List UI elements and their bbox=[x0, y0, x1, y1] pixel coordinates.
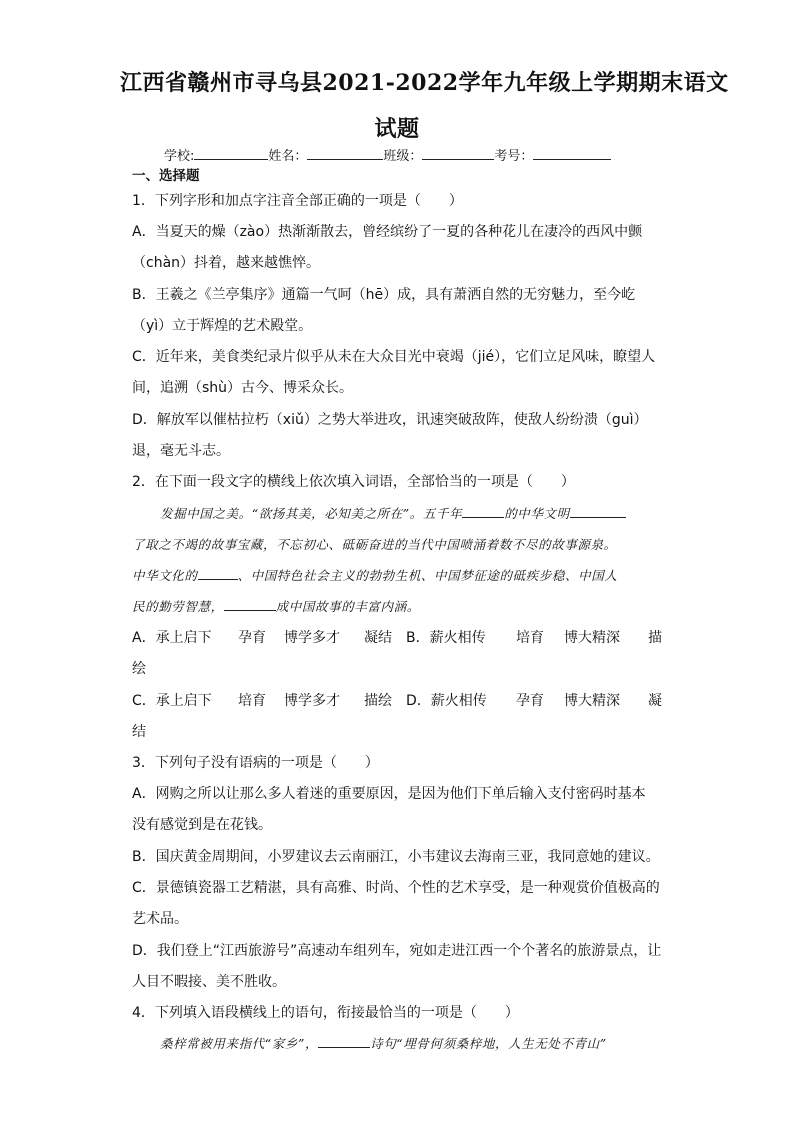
q3-option-a-cont: 没有感觉到是在花钱。 bbox=[132, 817, 272, 833]
option-a-word3: 博学多才 bbox=[284, 630, 340, 646]
q2-options-cd bbox=[132, 692, 662, 710]
option-d-word1: D．薪火相传 bbox=[406, 693, 487, 709]
answer-blank bbox=[224, 598, 276, 611]
q1-option-a-cont: （chàn）抖着，越来越憔悴。 bbox=[132, 255, 321, 271]
passage-text: 成中国故事的丰富内涵。 bbox=[275, 599, 420, 614]
option-a-word2: 孕育 bbox=[238, 630, 266, 646]
name-blank[interactable] bbox=[307, 147, 383, 160]
q1-option-d: D．解放军以催枯拉朽（xiǔ）之势大举进攻，讯速突破敌阵，使敌人纷纷溃（guì） bbox=[132, 412, 648, 428]
option-c-word4: 描绘 bbox=[364, 693, 392, 709]
q2-passage-line4 bbox=[132, 598, 420, 616]
q1-stem: 1．下列字形和加点字注音全部正确的一项是（ ） bbox=[132, 193, 463, 209]
option-b-word1: B．薪火相传 bbox=[406, 630, 486, 646]
q1-option-b: B．王羲之《兰亭集序》通篇一气呵（hē）成，具有萧洒自然的无穷魅力，至今屹 bbox=[132, 287, 636, 303]
name-label: 姓名： bbox=[268, 149, 308, 164]
option-c-word2: 培育 bbox=[238, 693, 266, 709]
answer-blank bbox=[318, 1035, 370, 1048]
section-heading: 一、选择题 bbox=[132, 168, 200, 184]
school-blank[interactable] bbox=[194, 147, 268, 160]
passage-text: 诗句“埋骨何须桑梓地，人生无处不青山” bbox=[370, 1036, 607, 1051]
q2-options-ab bbox=[132, 629, 662, 647]
passage-text: 民的勤劳智慧， bbox=[132, 599, 224, 614]
option-d-word3: 博大精深 bbox=[564, 693, 620, 709]
option-d-word4: 凝 bbox=[648, 693, 662, 709]
option-a-word1: A．承上启下 bbox=[132, 630, 212, 646]
option-b-word2: 培育 bbox=[516, 630, 544, 646]
answer-blank bbox=[198, 567, 238, 580]
passage-text: 发掘中国之美。“欲扬其美，必知美之所在”。五千年 bbox=[160, 506, 463, 521]
option-b-word3: 博大精深 bbox=[564, 630, 620, 646]
q2-passage-line2: 了取之不竭的故事宝藏，不忘初心、砥砺奋进的当代中国喷涌着数不尽的故事源泉。 bbox=[132, 537, 617, 552]
option-a-word4: 凝结 bbox=[364, 630, 392, 646]
number-blank[interactable] bbox=[533, 147, 611, 160]
passage-text: 、中国特色社会主义的勃勃生机、中国梦征途的砥疾步稳、中国人 bbox=[237, 568, 618, 583]
q1-option-d-cont: 退，毫无斗志。 bbox=[132, 443, 230, 459]
option-b-word4: 描 bbox=[648, 630, 662, 646]
number-label: 考号： bbox=[494, 149, 534, 164]
q4-stem: 4．下列填入语段横线上的语句，衔接最恰当的一项是（ ） bbox=[132, 1005, 519, 1021]
option-c-word1: C．承上启下 bbox=[132, 693, 212, 709]
q1-option-b-cont: （yì）立于辉煌的艺术殿堂。 bbox=[132, 318, 313, 334]
student-info-row bbox=[164, 145, 611, 164]
q2-option-b-cont: 绘 bbox=[132, 661, 146, 677]
q1-option-c: C．近年来，美食类纪录片似乎从未在大众目光中衰竭（jié），它们立足风味，瞭望人 bbox=[132, 349, 656, 365]
q1-option-a: A．当夏天的燥（zào）热渐渐散去，曾经缤纷了一夏的各种花儿在凄冷的西风中颤 bbox=[132, 224, 643, 240]
q3-option-d-cont: 人目不暇接、美不胜收。 bbox=[132, 974, 286, 990]
option-d-word2: 孕育 bbox=[516, 693, 544, 709]
answer-blank bbox=[462, 505, 504, 518]
q3-option-b: B．国庆黄金周期间，小罗建议去云南丽江，小韦建议去海南三亚，我同意她的建议。 bbox=[132, 849, 660, 865]
q3-option-d: D．我们登上“江西旅游号”高速动车组列车，宛如走进江西一个个著名的旅游景点，让 bbox=[132, 943, 662, 959]
q3-stem: 3．下列句子没有语病的一项是（ ） bbox=[132, 755, 379, 771]
answer-blank bbox=[570, 505, 626, 518]
page-title-continued: 试题 bbox=[374, 116, 420, 142]
class-label: 班级： bbox=[383, 149, 423, 164]
passage-text: 桑梓常被用来指代“家乡”， bbox=[160, 1036, 319, 1051]
q3-option-a: A．网购之所以让那么多人着迷的重要原因，是因为他们下单后输入支付密码时基本 bbox=[132, 786, 646, 802]
q4-passage-line1 bbox=[160, 1035, 607, 1053]
q2-passage-line1 bbox=[160, 505, 626, 523]
q3-option-c-cont: 艺术品。 bbox=[132, 911, 188, 927]
q3-option-c: C．景德镇瓷器工艺精湛，具有高雅、时尚、个性的艺术享受，是一种观赏价值极高的 bbox=[132, 880, 660, 896]
q2-passage-line3 bbox=[132, 567, 617, 585]
q2-stem: 2．在下面一段文字的横线上依次填入词语，全部恰当的一项是（ ） bbox=[132, 474, 575, 490]
page-title: 江西省赣州市寻乌县2021-2022学年九年级上学期期末语文 bbox=[120, 70, 729, 96]
q2-option-d-cont: 结 bbox=[132, 724, 146, 740]
passage-text: 中华文化的 bbox=[132, 568, 198, 583]
q1-option-c-cont: 间，追溯（shù）古今、博采众长。 bbox=[132, 380, 354, 396]
passage-text: 的中华文明 bbox=[504, 506, 570, 521]
option-c-word3: 博学多才 bbox=[284, 693, 340, 709]
class-blank[interactable] bbox=[422, 147, 494, 160]
school-label: 学校: bbox=[164, 149, 195, 164]
